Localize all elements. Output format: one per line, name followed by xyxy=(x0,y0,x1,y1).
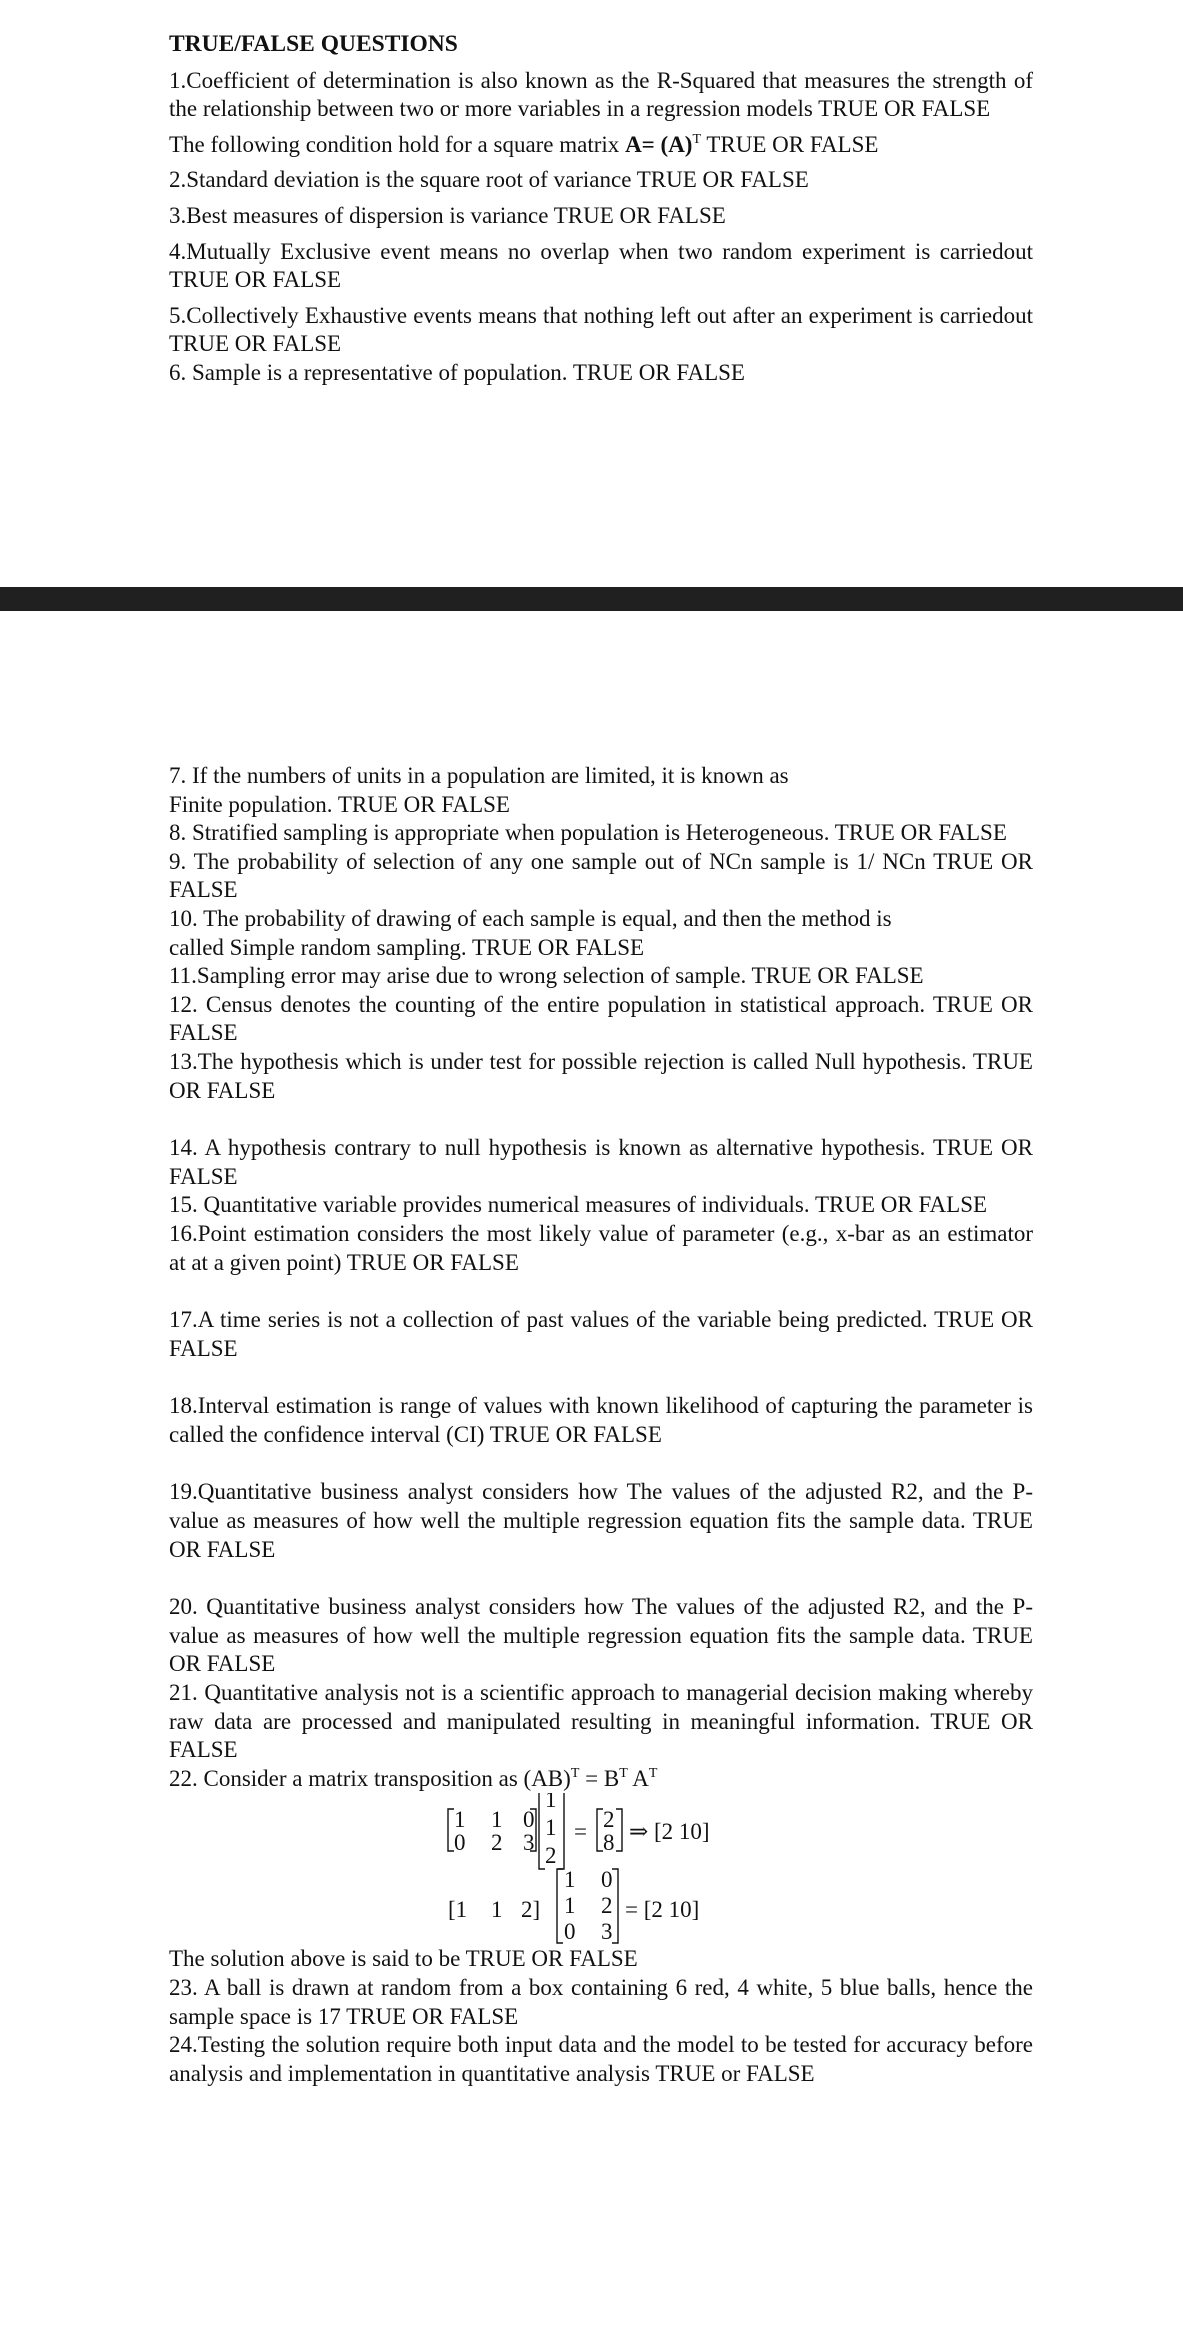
eq1-c-r1: 2 xyxy=(603,1807,615,1833)
eq1-a-r2c2: 2 xyxy=(491,1830,503,1856)
question-11: 11.Sampling error may arise due to wrong selection of sample. TRUE OR FALSE xyxy=(169,963,924,989)
eq1-b-r3: 2 xyxy=(545,1843,557,1869)
eq1-c-r2: 8 xyxy=(603,1830,615,1856)
question-12: 12. Census denotes the counting of the entire population in statistical approach. TRUE OR FALSE xyxy=(169,991,1033,1046)
eq2-m-r1c2: 0 xyxy=(601,1867,613,1893)
eq2-result: = [2 10] xyxy=(625,1897,700,1923)
page-one xyxy=(169,30,1033,388)
question-7: 7. If the numbers of units in a population are limited, it is known as xyxy=(169,763,789,788)
question-22-conclusion: The solution above is said to be TRUE OR FALSE xyxy=(169,1946,638,1972)
eq1-equals: = xyxy=(574,1819,587,1845)
eq2-row-mid: 1 xyxy=(491,1897,503,1923)
question-8: 8. Stratified sampling is appropriate when population is Heterogeneous. TRUE OR FALSE xyxy=(169,820,1007,846)
question-1: 1.Coefficient of determination is also known as the R-Squared that measures the strength of the relationship between two or more variables in a regression models TRUE OR FALSE xyxy=(169,67,1033,122)
question-15: 15. Quantitative variable provides numerical measures of individuals. TRUE OR FALSE xyxy=(169,1192,988,1218)
eq1-a-r1c1: 1 xyxy=(454,1807,466,1833)
question-20: 20. Quantitative business analyst considers how The values of the adjusted R2, and the P-value as measures of how well the multiple regression equation fits the sample data. TRUE OR FALSE xyxy=(169,1594,1033,1677)
eq2-row-open: [1 xyxy=(448,1897,468,1923)
question-13: 13.The hypothesis which is under test for possible rejection is called Null hypothesis. TRUE OR FALSE xyxy=(169,1048,1033,1103)
matrix-formula: A= (A) xyxy=(625,131,693,157)
question-14: 14. A hypothesis contrary to null hypothesis is known as alternative hypothesis. TRUE OR FALSE xyxy=(169,1135,1033,1189)
question-matrix-condition: The following condition hold for a square matrix $A= (A)^T$ TRUE OR FALSE xyxy=(169,131,879,157)
eq2-m-r1c1: 1 xyxy=(564,1867,576,1893)
eq1-b-r1: 1 xyxy=(545,1793,557,1813)
question-22: 22. Consider a matrix transposition as $(AB)^T = B^T$ $A^T$ xyxy=(169,1765,658,1791)
eq2-m-r2c1: 1 xyxy=(564,1893,576,1919)
question-2: 2.Standard deviation is the square root of variance TRUE OR FALSE xyxy=(169,167,809,193)
question-21: 21. Quantitative analysis not is a scientific approach to managerial decision making whereby raw data are processed and manipulated resulting in meaningful information. TRUE OR FALSE xyxy=(169,1680,1033,1763)
question-18: 18.Interval estimation is range of values with known likelihood of capturing the parameter is called the confidence interval (CI) TRUE OR FALSE xyxy=(169,1393,1033,1447)
section-title: TRUE/FALSE QUESTIONS xyxy=(169,31,458,57)
question-17: 17.A time series is not a collection of past values of the variable being predicted. TRUE OR FALSE xyxy=(169,1307,1033,1361)
eq1-b-r2: 1 xyxy=(545,1815,557,1841)
eq2-row-close: 2] xyxy=(521,1897,541,1923)
matrix-equations xyxy=(169,1793,1033,1945)
question-19: 19.Quantitative business analyst considers how The values of the adjusted R2, and the P-value as measures of how well the multiple regression equation fits the sample data. TRUE OR FALSE xyxy=(169,1479,1033,1562)
page-two xyxy=(169,762,1033,2088)
question-23: 23. A ball is drawn at random from a box containing 6 red, 4 white, 5 blue balls, hence the sample space is 17 TRUE OR FALSE xyxy=(169,1975,1033,2029)
eq1-a-r2c3: 3 xyxy=(523,1830,535,1856)
eq1-a-r2c1: 0 xyxy=(454,1830,466,1856)
question-7-continued: Finite population. TRUE OR FALSE xyxy=(169,791,510,817)
eq1-result: ⇒ [2 10] xyxy=(629,1819,710,1845)
question-6: 6. Sample is a representative of population. TRUE OR FALSE xyxy=(169,359,745,385)
eq2-m-r3c2: 3 xyxy=(601,1919,613,1945)
question-10-continued: called Simple random sampling. TRUE OR FALSE xyxy=(169,934,645,960)
eq1-a-r1c3: 0 xyxy=(523,1807,535,1833)
matrix-equation-graphic xyxy=(169,1793,1033,1945)
question-3: 3.Best measures of dispersion is variance TRUE OR FALSE xyxy=(169,202,726,228)
eq1-a-r1c2: 1 xyxy=(491,1807,503,1833)
question-9: 9. The probability of selection of any one sample out of NCn sample is 1/ NCn TRUE OR FALSE xyxy=(169,848,1033,903)
question-16: 16.Point estimation considers the most likely value of parameter (e.g., x-bar as an estimator at at a given point) TRUE OR FALSE xyxy=(169,1220,1033,1275)
question-10: 10. The probability of drawing of each sample is equal, and then the method is xyxy=(169,905,892,931)
eq2-m-r2c2: 2 xyxy=(601,1893,613,1919)
question-5: 5.Collectively Exhaustive events means that nothing left out after an experiment is carriedout TRUE OR FALSE xyxy=(169,302,1033,357)
eq2-m-r3c1: 0 xyxy=(564,1919,576,1945)
question-4: 4.Mutually Exclusive event means no overlap when two random experiment is carriedout TRUE OR FALSE xyxy=(169,238,1033,293)
question-24: 24.Testing the solution require both input data and the model to be tested for accuracy before analysis and implementation in quantitative analysis TRUE or FALSE xyxy=(169,2032,1033,2086)
page-divider xyxy=(0,587,1183,611)
